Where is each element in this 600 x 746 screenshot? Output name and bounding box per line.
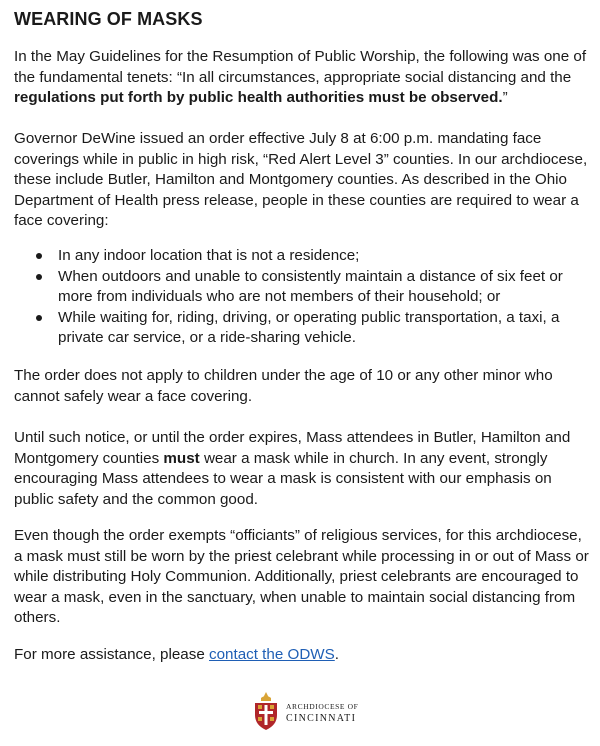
logo-line1: ARCHDIOCESE OF <box>286 702 359 711</box>
paragraph-mass-attendees <box>14 428 590 510</box>
requirements-list <box>14 246 590 349</box>
logo-text <box>286 701 358 725</box>
bullet-icon <box>36 253 42 259</box>
paragraph-assistance-tail: . <box>334 646 339 663</box>
bullet-icon <box>36 315 42 321</box>
paragraph-exemption-children: The order does not apply to children under the age of 10 or any other minor who cannot safely wear a face covering. <box>14 367 553 405</box>
list-item <box>14 267 590 308</box>
paragraph-mass-attendees-tail: wear a mask while in church. In any event, strongly encouraging Mass attendees to wear a mask is consistent with our emphasis on public safety and the common good. <box>14 449 552 508</box>
paragraph-mass-attendees-lead: Until such notice, or until the order expires, Mass attendees in Butler, Hamilton and Montgomery counties <box>14 429 571 467</box>
list-item <box>14 246 590 267</box>
paragraph-officiants: Even though the order exempts “officiants” of religious services, for this archdiocese, a mask must still be worn by the priest celebrant while processing in or out of Mass or while distributing Holy Communion. Additionally, priest celebrants are encouraged to wear a mask, even in the sanctuary, when unable to maintain social distancing from others. <box>14 527 589 627</box>
paragraph-guidelines <box>14 47 590 109</box>
list-item-text: While waiting for, riding, driving, or operating public transportation, a taxi, a private car service, or a ride-sharing vehicle. <box>58 308 560 347</box>
list-item-text: When outdoors and unable to consistently maintain a distance of six feet or more from individuals who are not members of their household; or <box>58 267 563 306</box>
page-title: WEARING OF MASKS <box>14 9 203 29</box>
archdiocese-logo <box>250 691 370 731</box>
paragraph-guidelines-lead: In the May Guidelines for the Resumption of Public Worship, the following was one of the fundamental tenets: “In all circumstances, appropriate social distancing and the <box>14 48 587 86</box>
crest-icon <box>250 691 282 731</box>
paragraph-assistance-lead: For more assistance, please <box>14 646 209 663</box>
contact-odws-link[interactable]: contact the ODWS <box>209 646 335 663</box>
paragraph-assistance <box>14 645 590 666</box>
bullet-icon <box>36 274 42 280</box>
logo-line2: CINCINNATI <box>286 713 357 724</box>
paragraph-guidelines-tail: ” <box>502 89 508 107</box>
list-item-text: In any indoor location that is not a residence; <box>58 247 360 264</box>
paragraph-guidelines-bold: regulations put forth by public health authorities must be observed. <box>14 89 503 107</box>
paragraph-mass-attendees-bold: must <box>163 449 200 467</box>
list-item <box>14 308 590 349</box>
paragraph-governor-order: Governor DeWine issued an order effective July 8 at 6:00 p.m. mandating face coverings while in public in high risk, “Red Alert Level 3” counties. In our archdiocese, these include Butler, Hamilton and Montgomery counties. As described in the Ohio Department of Health press release, people in these counties are required to wear a face covering: <box>14 130 588 230</box>
